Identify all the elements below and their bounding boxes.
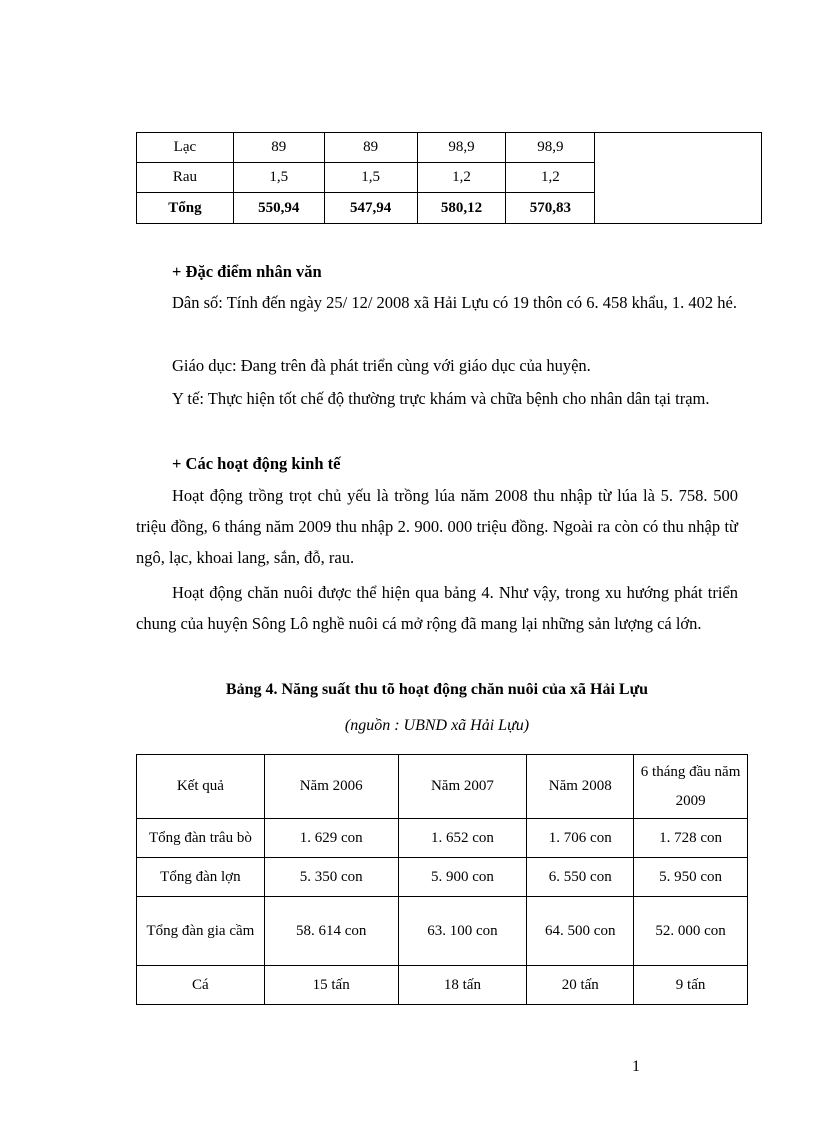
cell-value: 580,12	[417, 193, 506, 224]
table-row	[137, 897, 748, 966]
cell-value: 98,9	[506, 133, 595, 163]
table-source: (nguồn : UBND xã Hải Lựu)	[344, 717, 530, 734]
crop-area-table	[136, 132, 762, 224]
cell-value: 1. 629 con	[264, 819, 398, 858]
cell-value: 547,94	[324, 193, 417, 224]
education-paragraph: Giáo dục: Đang trên đà phát triển cùng với giáo dục của huyện.	[172, 356, 591, 375]
cell-value: 63. 100 con	[398, 897, 527, 966]
section-heading-economy: + Các hoạt động kinh tế	[172, 454, 341, 473]
population-paragraph: Dân số: Tính đến ngày 25/ 12/ 2008 xã Hải Lựu có 19 thôn có 6. 458 khẩu, 1. 402 hé.	[172, 293, 737, 312]
cell-value: 570,83	[506, 193, 595, 224]
cell-value: 9 tấn	[634, 966, 748, 1005]
row-label: Cá	[137, 966, 265, 1005]
table-header-row	[137, 755, 748, 819]
row-label: Rau	[137, 163, 234, 193]
table-row	[137, 819, 748, 858]
cell-value: 1,5	[324, 163, 417, 193]
cell-value: 5. 950 con	[634, 858, 748, 897]
page-number: 1	[632, 1058, 640, 1075]
health-paragraph: Y tế: Thực hiện tốt chế độ thường trực khám và chữa bệnh cho nhân dân tại trạm.	[172, 389, 710, 408]
cell-value: 5. 350 con	[264, 858, 398, 897]
column-header: Năm 2007	[398, 755, 527, 819]
cell-value: 1,2	[506, 163, 595, 193]
row-label: Lạc	[137, 133, 234, 163]
table-row	[137, 133, 762, 163]
row-label: Tổng	[137, 193, 234, 224]
cell-value: 1. 706 con	[527, 819, 634, 858]
column-header: Năm 2006	[264, 755, 398, 819]
cell-value: 98,9	[417, 133, 506, 163]
column-header: 6 tháng đầu năm 2009	[634, 755, 748, 819]
cell-value: 1. 652 con	[398, 819, 527, 858]
cell-value: 89	[233, 133, 324, 163]
cell-value: 58. 614 con	[264, 897, 398, 966]
section-heading-humanities: + Đặc điểm nhân văn	[172, 262, 322, 281]
cell-value: 1,5	[233, 163, 324, 193]
livestock-paragraph: Hoạt động chăn nuôi được thể hiện qua bảng 4. Như vậy, trong xu hướng phát triển chung của huyện Sông Lô nghề nuôi cá mở rộng đã mang lại những sản lượng cá lớn.	[136, 583, 738, 633]
cell-value: 5. 900 con	[398, 858, 527, 897]
empty-cell	[595, 133, 762, 224]
table-row	[137, 966, 748, 1005]
row-label: Tổng đàn gia cầm	[137, 897, 265, 966]
farming-paragraph: Hoạt động trồng trọt chủ yếu là trồng lúa năm 2008 thu nhập từ lúa là 5. 758. 500 triệu đồng, 6 tháng năm 2009 thu nhập 2. 900. 000 triệu đồng. Ngoài ra còn có thu nhập từ ngô, lạc, khoai lang, sắn, đỗ, rau.	[136, 486, 738, 567]
cell-value: 1,2	[417, 163, 506, 193]
table-row	[137, 858, 748, 897]
cell-value: 20 tấn	[527, 966, 634, 1005]
livestock-table	[136, 754, 748, 1005]
cell-value: 89	[324, 133, 417, 163]
cell-value: 6. 550 con	[527, 858, 634, 897]
cell-value: 52. 000 con	[634, 897, 748, 966]
column-header: Năm 2008	[527, 755, 634, 819]
cell-value: 15 tấn	[264, 966, 398, 1005]
cell-value: 1. 728 con	[634, 819, 748, 858]
cell-value: 64. 500 con	[527, 897, 634, 966]
column-header: Kết quả	[137, 755, 265, 819]
row-label: Tổng đàn lợn	[137, 858, 265, 897]
cell-value: 18 tấn	[398, 966, 527, 1005]
row-label: Tổng đàn trâu bò	[137, 819, 265, 858]
table-caption: Bảng 4. Năng suất thu tõ hoạt động chăn nuôi của xã Hải Lựu	[225, 681, 649, 698]
cell-value: 550,94	[233, 193, 324, 224]
